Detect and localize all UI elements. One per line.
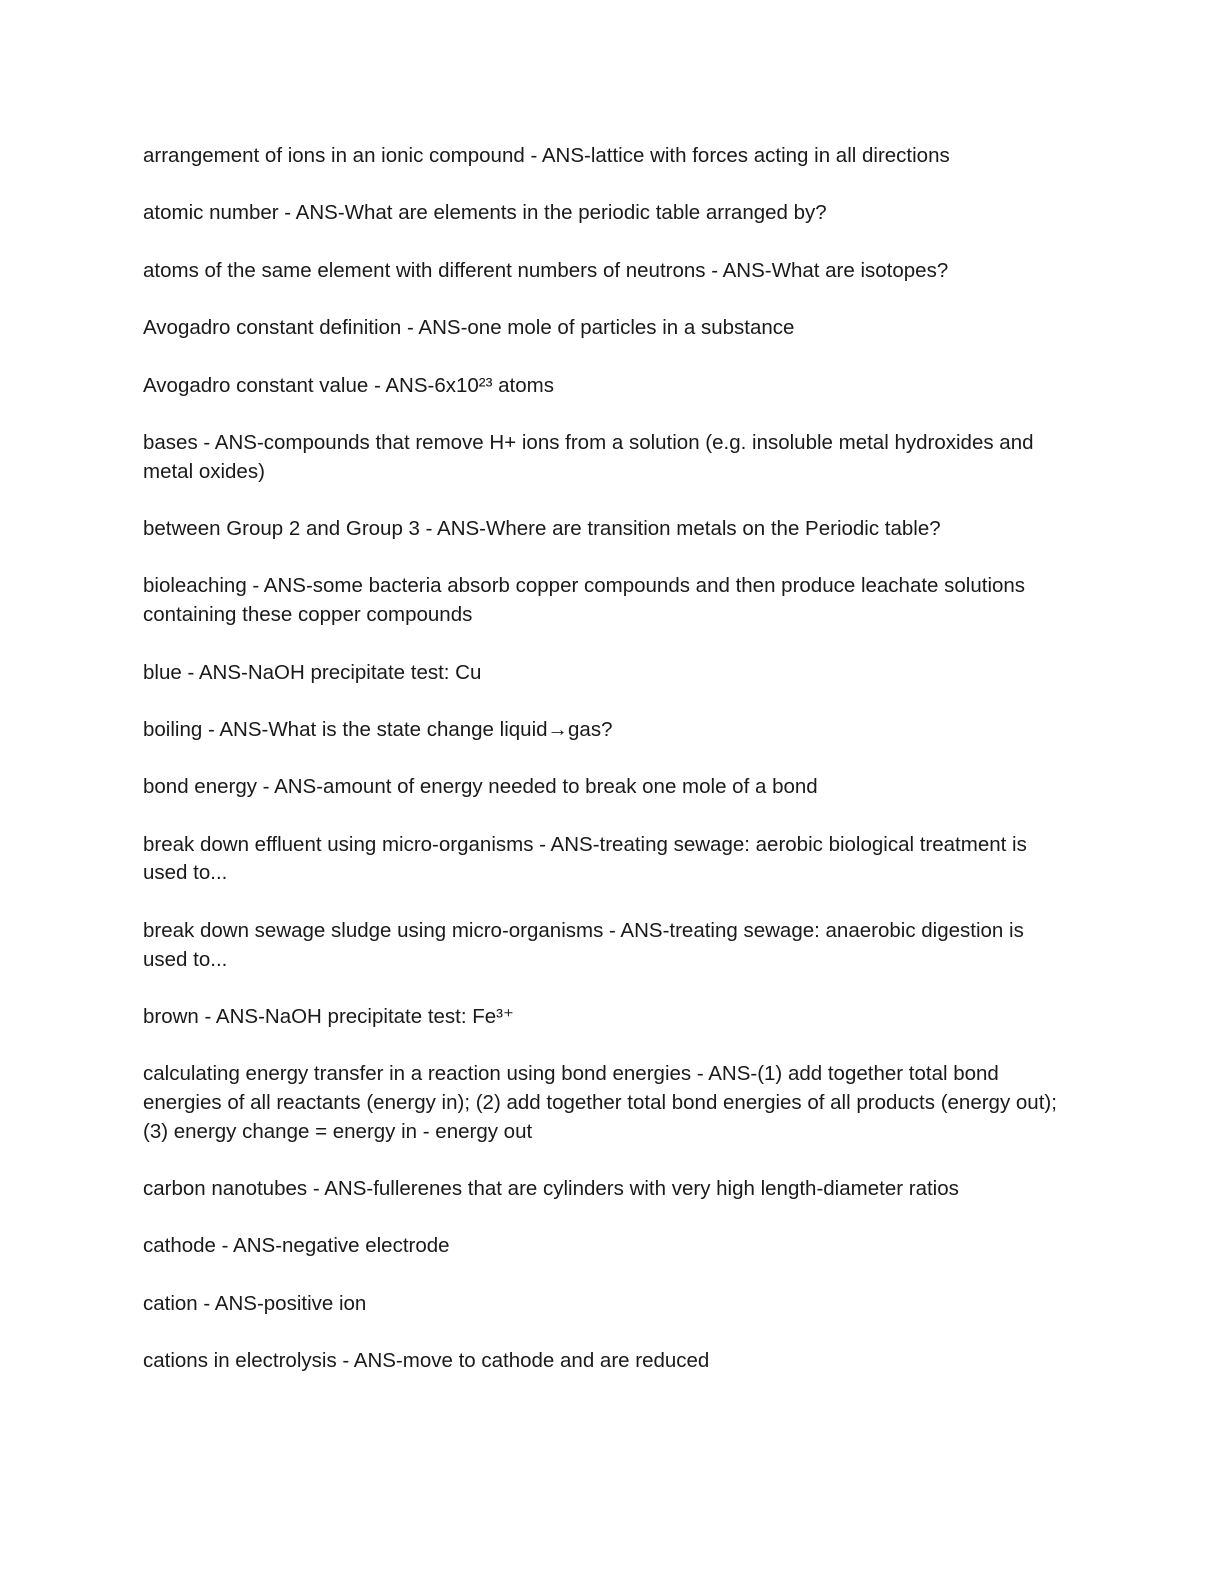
flashcard-entry: Avogadro constant value - ANS-6x10²³ atoms xyxy=(143,373,554,397)
flashcard-entry: Avogadro constant definition - ANS-one mole of particles in a substance xyxy=(143,316,795,340)
flashcard-entry: bond energy - ANS-amount of energy needed to break one mole of a bond xyxy=(143,775,818,799)
flashcard-entry: carbon nanotubes - ANS-fullerenes that are cylinders with very high length-diameter ratios xyxy=(143,1177,959,1201)
flashcard-entry: break down sewage sludge using micro-organisms - ANS-treating sewage: anaerobic digestion is used to... xyxy=(143,918,1024,971)
flashcard-entry: cation - ANS-positive ion xyxy=(143,1291,367,1315)
flashcard-entry: cathode - ANS-negative electrode xyxy=(143,1234,450,1258)
flashcard-entry: between Group 2 and Group 3 - ANS-Where are transition metals on the Periodic table? xyxy=(143,517,941,541)
flashcard-entry: atoms of the same element with different numbers of neutrons - ANS-What are isotopes? xyxy=(143,258,949,282)
flashcard-entry: brown - ANS-NaOH precipitate test: Fe³⁺ xyxy=(143,1004,514,1028)
flashcard-entry: blue - ANS-NaOH precipitate test: Cu xyxy=(143,660,482,684)
flashcard-entry: atomic number - ANS-What are elements in the periodic table arranged by? xyxy=(143,201,827,225)
flashcard-entry: cations in electrolysis - ANS-move to cathode and are reduced xyxy=(143,1349,710,1373)
flashcard-list xyxy=(143,142,1073,1405)
flashcard-entry: bases - ANS-compounds that remove H+ ions from a solution (e.g. insoluble metal hydroxides and metal oxides) xyxy=(143,430,1034,483)
flashcard-entry: break down effluent using micro-organisms - ANS-treating sewage: aerobic biological treatment is used to... xyxy=(143,832,1027,885)
flashcard-entry: boiling - ANS-What is the state change liquid→gas? xyxy=(143,717,613,741)
flashcard-entry: arrangement of ions in an ionic compound - ANS-lattice with forces acting in all directions xyxy=(143,144,950,167)
flashcard-entry: bioleaching - ANS-some bacteria absorb copper compounds and then produce leachate solutions containing these copper compounds xyxy=(143,574,1026,627)
flashcard-entry: calculating energy transfer in a reaction using bond energies - ANS-(1) add together total bond energies of all reactants (energy in); (2) add together total bond energies of all products (energy out); (3) energy change = energy in - energy out xyxy=(143,1062,1057,1143)
